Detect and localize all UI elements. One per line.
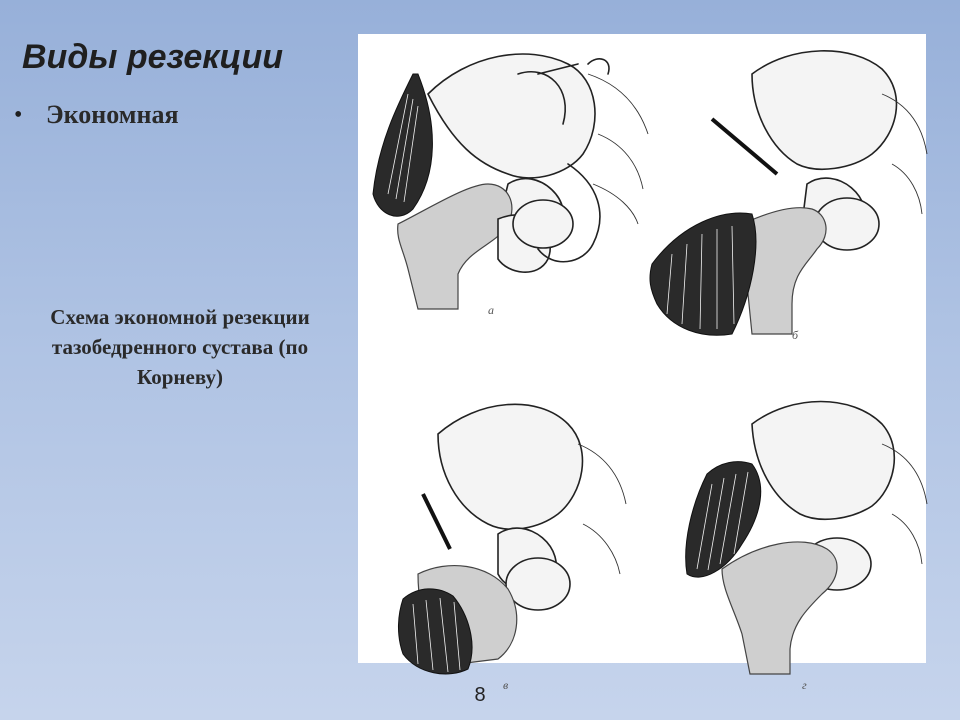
panel-a-drawing — [373, 54, 648, 317]
hip-joint-illustration — [358, 34, 926, 692]
panel-a-label: а — [488, 303, 494, 317]
slide-title: Виды резекции — [22, 38, 284, 76]
figure-caption: Схема экономной резекции тазобедренного сустава (по Корневу) — [50, 305, 310, 389]
panel-b-drawing — [650, 51, 927, 342]
bullet-text: Экономная — [46, 100, 179, 129]
panel-g-drawing — [686, 402, 927, 693]
panel-v-label: в — [503, 678, 509, 692]
panel-b-label: б — [792, 328, 799, 342]
panel-g-label: г — [802, 678, 807, 692]
panel-v-drawing — [398, 404, 626, 692]
hip-resection-figure — [358, 34, 926, 692]
bullet-item — [14, 100, 179, 130]
page-number: 8 — [474, 684, 486, 706]
bullet-icon: • — [14, 101, 23, 128]
